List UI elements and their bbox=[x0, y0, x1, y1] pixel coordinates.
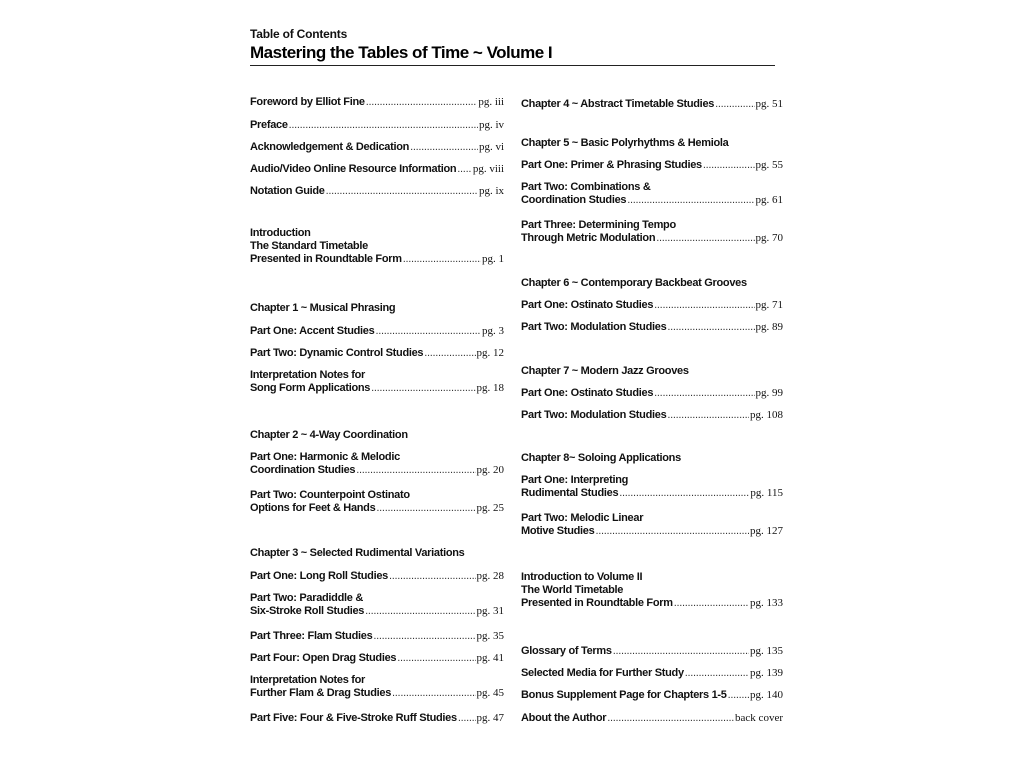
toc-entry-line bbox=[521, 194, 783, 207]
toc-entry-text: Coordination Studies bbox=[521, 194, 627, 206]
toc-entry-text: Chapter 4 ~ Abstract Timetable Studies bbox=[521, 98, 715, 110]
toc-entry bbox=[250, 592, 504, 618]
toc-entry-line bbox=[521, 409, 783, 422]
leader-dots bbox=[376, 502, 475, 515]
toc-entry-line bbox=[521, 584, 783, 597]
toc-entry-text: Rudimental Studies bbox=[521, 487, 619, 499]
page-number: pg. 51 bbox=[755, 98, 783, 110]
toc-entry bbox=[250, 489, 504, 515]
toc-entry-text: Chapter 5 ~ Basic Polyrhythms & Hemiola bbox=[521, 137, 729, 149]
page-number: pg. 99 bbox=[755, 387, 783, 399]
page-number: pg. 3 bbox=[482, 325, 504, 337]
toc-entry-line bbox=[250, 119, 504, 132]
toc-entry bbox=[521, 409, 783, 422]
leader-dots bbox=[356, 464, 475, 477]
toc-entry-text: Part One: Harmonic & Melodic bbox=[250, 451, 400, 463]
toc-entry-text: Interpretation Notes for bbox=[250, 674, 366, 686]
toc-entry-line bbox=[521, 645, 783, 658]
toc-entry-line bbox=[250, 382, 504, 395]
toc-entry-line bbox=[250, 451, 504, 464]
toc-entry bbox=[250, 96, 504, 109]
toc-entry-line bbox=[250, 502, 504, 515]
page-number: pg. 12 bbox=[476, 347, 504, 359]
toc-entry-text: Part One: Interpreting bbox=[521, 474, 629, 486]
toc-entry-line bbox=[521, 137, 783, 150]
leader-dots bbox=[654, 299, 754, 312]
toc-entry-text: Motive Studies bbox=[521, 525, 595, 537]
page-number: pg. iii bbox=[478, 96, 504, 108]
toc-entry bbox=[521, 667, 783, 680]
toc-entry-line bbox=[521, 321, 783, 334]
toc-entry bbox=[250, 630, 504, 643]
toc-entry-line bbox=[250, 369, 504, 382]
toc-entry bbox=[521, 365, 783, 378]
toc-entry-line bbox=[250, 429, 504, 442]
toc-entry-line bbox=[250, 605, 504, 618]
page-number: pg. 18 bbox=[476, 382, 504, 394]
toc-entry-line bbox=[521, 232, 783, 245]
toc-entry bbox=[250, 652, 504, 665]
toc-entry bbox=[521, 689, 783, 702]
toc-entry bbox=[250, 302, 504, 315]
toc-entry bbox=[250, 325, 504, 338]
toc-entry-line bbox=[250, 489, 504, 502]
leader-dots bbox=[371, 382, 475, 395]
leader-dots bbox=[458, 712, 476, 725]
page-number: pg. iv bbox=[478, 119, 504, 131]
page-number: pg. 61 bbox=[755, 194, 783, 206]
toc-entry-text: Part Two: Modulation Studies bbox=[521, 409, 667, 421]
toc-entry-text: Chapter 6 ~ Contemporary Backbeat Grooves bbox=[521, 277, 747, 289]
toc-entry-line bbox=[521, 299, 783, 312]
page-number: pg. 20 bbox=[476, 464, 504, 476]
toc-entry bbox=[521, 137, 783, 150]
leader-dots bbox=[654, 387, 754, 400]
toc-entry bbox=[521, 219, 783, 245]
toc-entry-text: Part One: Accent Studies bbox=[250, 325, 375, 337]
toc-entry-text: Selected Media for Further Study bbox=[521, 667, 684, 679]
toc-entry-text: Glossary of Terms bbox=[521, 645, 612, 657]
toc-entry-line bbox=[521, 667, 783, 680]
toc-entry bbox=[521, 277, 783, 290]
toc-entry-line bbox=[250, 674, 504, 687]
toc-entry-line bbox=[521, 219, 783, 232]
page-number: back cover bbox=[735, 712, 783, 724]
toc-entry-line bbox=[250, 570, 504, 583]
toc-entry bbox=[250, 185, 504, 198]
toc-entry bbox=[521, 181, 783, 207]
leader-dots bbox=[613, 645, 749, 658]
page-number: pg. 25 bbox=[476, 502, 504, 514]
toc-entry-line bbox=[521, 452, 783, 465]
toc-entry bbox=[521, 712, 783, 725]
toc-entry bbox=[250, 163, 504, 176]
toc-entry-line bbox=[521, 597, 783, 610]
toc-entry-text: Chapter 2 ~ 4-Way Coordination bbox=[250, 429, 408, 441]
toc-entry-text: The World Timetable bbox=[521, 584, 624, 596]
toc-entry-line bbox=[250, 185, 504, 198]
toc-entry bbox=[521, 571, 783, 610]
leader-dots bbox=[715, 98, 754, 111]
leader-dots bbox=[392, 687, 475, 700]
toc-entry-text: Presented in Roundtable Form bbox=[250, 253, 402, 265]
toc-entry-line bbox=[250, 687, 504, 700]
toc-entry-text: Introduction bbox=[250, 227, 311, 239]
toc-entry-text: Bonus Supplement Page for Chapters 1-5 bbox=[521, 689, 727, 701]
leader-dots bbox=[389, 570, 476, 583]
toc-entry-line bbox=[521, 712, 783, 725]
toc-entry-text: Chapter 3 ~ Selected Rudimental Variations bbox=[250, 547, 465, 559]
leader-dots bbox=[326, 185, 478, 198]
toc-entry bbox=[521, 299, 783, 312]
page-number: pg. 55 bbox=[755, 159, 783, 171]
toc-entry-line bbox=[250, 141, 504, 154]
toc-entry-line bbox=[521, 277, 783, 290]
toc-entry-text: Part Four: Open Drag Studies bbox=[250, 652, 397, 664]
leader-dots bbox=[667, 409, 749, 422]
toc-entry bbox=[521, 159, 783, 172]
leader-dots bbox=[365, 605, 475, 618]
toc-entry-text: The Standard Timetable bbox=[250, 240, 368, 252]
toc-entry-text: About the Author bbox=[521, 712, 607, 724]
toc-entry-line bbox=[250, 347, 504, 360]
toc-entry-text: Song Form Applications bbox=[250, 382, 371, 394]
toc-entry bbox=[250, 347, 504, 360]
toc-entry bbox=[521, 474, 783, 500]
toc-entry-text: Part Two: Combinations & bbox=[521, 181, 651, 193]
leader-dots bbox=[728, 689, 749, 702]
toc-entry-text: Part Five: Four & Five-Stroke Ruff Studies bbox=[250, 712, 457, 724]
toc-entry-text: Introduction to Volume II bbox=[521, 571, 643, 583]
page-number: pg. 71 bbox=[755, 299, 783, 311]
page-number: pg. 45 bbox=[476, 687, 504, 699]
toc-entry-text: Part Two: Melodic Linear bbox=[521, 512, 644, 524]
toc-entry-text: Audio/Video Online Resource Information bbox=[250, 163, 457, 175]
toc-entry bbox=[250, 369, 504, 395]
leader-dots bbox=[674, 597, 749, 610]
toc-entry-text: Preface bbox=[250, 119, 288, 131]
toc-entry bbox=[250, 712, 504, 725]
toc-entry bbox=[250, 451, 504, 477]
page-number: pg. 115 bbox=[750, 487, 783, 499]
page-number: pg. 41 bbox=[476, 652, 504, 664]
leader-dots bbox=[403, 253, 481, 266]
leader-dots bbox=[366, 96, 478, 109]
page-number: pg. 47 bbox=[476, 712, 504, 724]
leader-dots bbox=[667, 321, 754, 334]
page-number: pg. viii bbox=[472, 163, 504, 175]
toc-entry-line bbox=[250, 630, 504, 643]
toc-entry-line bbox=[250, 227, 504, 240]
leader-dots bbox=[595, 525, 749, 538]
toc-entry-text: Chapter 1 ~ Musical Phrasing bbox=[250, 302, 396, 314]
toc-label: Table of Contents bbox=[250, 27, 348, 41]
toc-entry-line bbox=[250, 96, 504, 109]
toc-entry-line bbox=[521, 571, 783, 584]
leader-dots bbox=[627, 194, 754, 207]
page-number: pg. 28 bbox=[476, 570, 504, 582]
toc-entry-text: Part Two: Counterpoint Ostinato bbox=[250, 489, 410, 501]
toc-entry-text: Presented in Roundtable Form bbox=[521, 597, 673, 609]
leader-dots bbox=[410, 141, 478, 154]
toc-entry-line bbox=[521, 689, 783, 702]
page-number: pg. 140 bbox=[750, 689, 783, 701]
leader-dots bbox=[397, 652, 475, 665]
leader-dots bbox=[424, 347, 475, 360]
toc-entry bbox=[521, 321, 783, 334]
toc-entry bbox=[250, 227, 504, 266]
toc-entry-text: Part One: Primer & Phrasing Studies bbox=[521, 159, 702, 171]
toc-entry-line bbox=[250, 240, 504, 253]
toc-entry-line bbox=[250, 652, 504, 665]
toc-entry-text: Chapter 8~ Soloing Applications bbox=[521, 452, 681, 464]
leader-dots bbox=[457, 163, 472, 176]
toc-entry-line bbox=[521, 387, 783, 400]
leader-dots bbox=[703, 159, 755, 172]
page-number: pg. vi bbox=[478, 141, 504, 153]
toc-entry-text: Part Two: Paradiddle & bbox=[250, 592, 363, 604]
toc-entry-line bbox=[250, 592, 504, 605]
toc-entry-text: Part Two: Modulation Studies bbox=[521, 321, 667, 333]
title-rule bbox=[250, 65, 775, 66]
toc-entry-text: Interpretation Notes for bbox=[250, 369, 366, 381]
page-number: pg. 31 bbox=[476, 605, 504, 617]
page-number: pg. 35 bbox=[476, 630, 504, 642]
page-number: pg. 139 bbox=[750, 667, 783, 679]
page-number: pg. 108 bbox=[750, 409, 783, 421]
leader-dots bbox=[373, 630, 475, 643]
toc-entry-line bbox=[521, 181, 783, 194]
toc-entry-line bbox=[521, 159, 783, 172]
toc-entry-line bbox=[250, 325, 504, 338]
page-number: pg. 89 bbox=[755, 321, 783, 333]
toc-entry-line bbox=[250, 302, 504, 315]
toc-entry-text: Six-Stroke Roll Studies bbox=[250, 605, 365, 617]
leader-dots bbox=[656, 232, 754, 245]
toc-entry-text: Chapter 7 ~ Modern Jazz Grooves bbox=[521, 365, 689, 377]
leader-dots bbox=[607, 712, 734, 725]
toc-entry-text: Part Three: Determining Tempo bbox=[521, 219, 676, 231]
toc-entry bbox=[521, 645, 783, 658]
toc-entry-line bbox=[250, 163, 504, 176]
toc-entry-line bbox=[250, 712, 504, 725]
toc-entry-line bbox=[521, 98, 783, 111]
toc-entry-text: Coordination Studies bbox=[250, 464, 356, 476]
toc-entry bbox=[250, 674, 504, 700]
toc-entry bbox=[521, 387, 783, 400]
toc-entry-text: Part One: Long Roll Studies bbox=[250, 570, 388, 582]
toc-entry-text: Through Metric Modulation bbox=[521, 232, 656, 244]
toc-entry-line bbox=[250, 464, 504, 477]
toc-entry bbox=[250, 547, 504, 560]
toc-entry-text: Part Two: Dynamic Control Studies bbox=[250, 347, 424, 359]
toc-entry-text: Further Flam & Drag Studies bbox=[250, 687, 392, 699]
page-number: pg. 127 bbox=[750, 525, 783, 537]
toc-entry-text: Options for Feet & Hands bbox=[250, 502, 376, 514]
toc-entry-line bbox=[521, 525, 783, 538]
leader-dots bbox=[619, 487, 749, 500]
leader-dots bbox=[289, 119, 478, 132]
leader-dots bbox=[375, 325, 481, 338]
page-number: pg. 135 bbox=[750, 645, 783, 657]
toc-entry bbox=[521, 512, 783, 538]
page-number: pg. 1 bbox=[482, 253, 504, 265]
toc-entry-line bbox=[521, 487, 783, 500]
page-number: pg. ix bbox=[478, 185, 504, 197]
toc-entry-text: Acknowledgement & Dedication bbox=[250, 141, 410, 153]
book-title: Mastering the Tables of Time ~ Volume I bbox=[250, 43, 553, 62]
toc-entry-text: Notation Guide bbox=[250, 185, 325, 197]
toc-entry bbox=[250, 119, 504, 132]
toc-entry-line bbox=[521, 365, 783, 378]
toc-entry-line bbox=[521, 474, 783, 487]
toc-entry-line bbox=[521, 512, 783, 525]
toc-entry-text: Part One: Ostinato Studies bbox=[521, 299, 654, 311]
toc-entry bbox=[250, 429, 504, 442]
toc-entry-text: Foreword by Elliot Fine bbox=[250, 96, 365, 108]
page-number: pg. 70 bbox=[755, 232, 783, 244]
toc-entry-line bbox=[250, 253, 504, 266]
toc-entry bbox=[521, 452, 783, 465]
leader-dots bbox=[685, 667, 749, 680]
toc-entry-text: Part One: Ostinato Studies bbox=[521, 387, 654, 399]
page-number: pg. 133 bbox=[750, 597, 783, 609]
toc-entry bbox=[250, 570, 504, 583]
toc-entry bbox=[521, 98, 783, 111]
toc-entry-text: Part Three: Flam Studies bbox=[250, 630, 373, 642]
toc-entry-line bbox=[250, 547, 504, 560]
toc-entry bbox=[250, 141, 504, 154]
